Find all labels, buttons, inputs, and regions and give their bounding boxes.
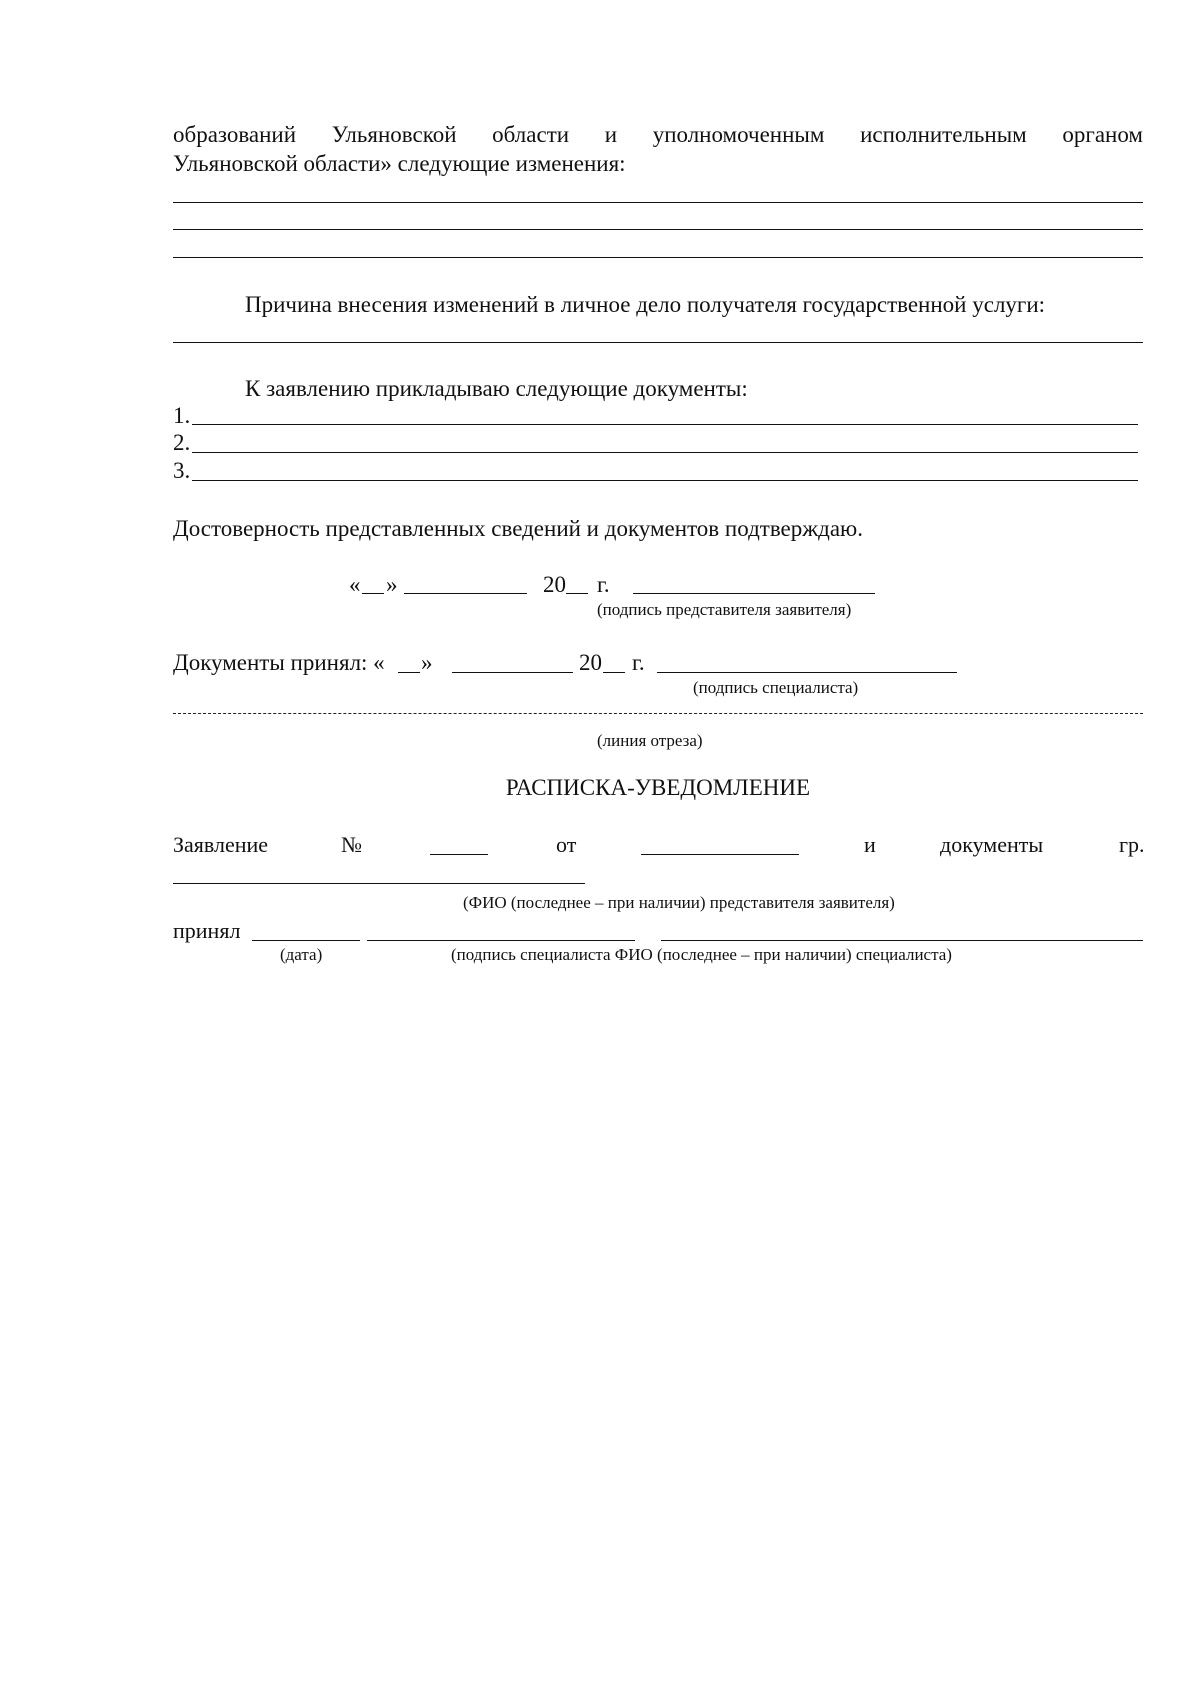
date-close-quote: » <box>386 572 398 597</box>
changes-line-2[interactable] <box>173 229 1143 230</box>
receipt-date-caption: (дата) <box>280 945 323 964</box>
receipt-accepted-date-line[interactable] <box>252 940 360 941</box>
receipt-date-line[interactable] <box>641 854 799 855</box>
changes-line-3[interactable] <box>173 257 1143 258</box>
intro-word: Ульяновской <box>331 122 457 147</box>
receipt-number-sign: № <box>341 832 362 857</box>
accepted-year-suffix: г. <box>632 650 645 675</box>
specialist-signature-line[interactable] <box>657 672 957 673</box>
receipt-and-word: и <box>864 832 876 857</box>
day-line[interactable] <box>362 593 384 594</box>
receipt-number-line[interactable] <box>430 854 488 855</box>
intro-word: органом <box>1062 122 1143 147</box>
attachment-number: 2. <box>173 430 191 455</box>
reason-line[interactable] <box>173 342 1143 343</box>
receipt-specialist-fio-line[interactable] <box>661 940 1143 941</box>
accepted-close-quote: » <box>421 650 433 675</box>
attachment-number: 1. <box>173 403 191 428</box>
accepted-day-line[interactable] <box>398 672 420 673</box>
receipt-accepted-label: принял <box>173 918 241 943</box>
attachment-number: 3. <box>173 458 191 483</box>
receipt-from-word: от <box>556 832 577 857</box>
applicant-signature-line[interactable] <box>633 593 875 594</box>
confirmation-text: Достоверность представленных сведений и документов подтверждаю. <box>173 516 863 541</box>
accepted-year-line[interactable] <box>603 672 625 673</box>
receipt-application-word: Заявление <box>173 832 269 857</box>
month-line[interactable] <box>404 593 527 594</box>
attachment-line-1[interactable] <box>192 424 1138 425</box>
receipt-signature-caption: (подпись специалиста ФИО (последнее – при наличии) специалиста) <box>451 945 952 964</box>
changes-line-1[interactable] <box>173 202 1143 203</box>
intro-word: образований <box>173 122 297 147</box>
accepted-year-prefix: 20 <box>579 650 602 675</box>
receipt-title: РАСПИСКА-УВЕДОМЛЕНИЕ <box>505 775 811 800</box>
year-line[interactable] <box>566 593 588 594</box>
intro-line-1 <box>173 123 1143 146</box>
intro-word: области <box>492 122 570 147</box>
receipt-documents-word: документы <box>940 832 1044 857</box>
specialist-signature-caption: (подпись специалиста) <box>693 678 859 697</box>
attachments-label: К заявлению прикладываю следующие документы: <box>245 376 748 401</box>
cut-line <box>173 713 1143 714</box>
reason-label: Причина внесения изменений в личное дело получателя государственной услуги: <box>245 292 1046 317</box>
attachment-line-2[interactable] <box>192 452 1138 453</box>
intro-word: исполнительным <box>860 122 1027 147</box>
year-prefix: 20 <box>543 572 566 597</box>
date-open-quote: « <box>349 572 361 597</box>
applicant-signature-caption: (подпись представителя заявителя) <box>597 600 852 619</box>
intro-word: и <box>604 122 618 147</box>
accepted-month-line[interactable] <box>452 672 573 673</box>
intro-word: уполномоченным <box>652 122 825 147</box>
attachment-line-3[interactable] <box>192 480 1138 481</box>
receipt-fio-line[interactable] <box>173 883 585 884</box>
cut-line-caption: (линия отреза) <box>597 731 703 750</box>
receipt-fio-caption: (ФИО (последнее – при наличии) представителя заявителя) <box>463 893 895 912</box>
intro-line-2: Ульяновской области» следующие изменения: <box>173 151 626 176</box>
year-suffix: г. <box>597 572 610 597</box>
accepted-label: Документы принял: « <box>173 650 385 675</box>
receipt-citizen-word: гр. <box>1119 832 1145 857</box>
receipt-specialist-signature-line[interactable] <box>367 940 635 941</box>
